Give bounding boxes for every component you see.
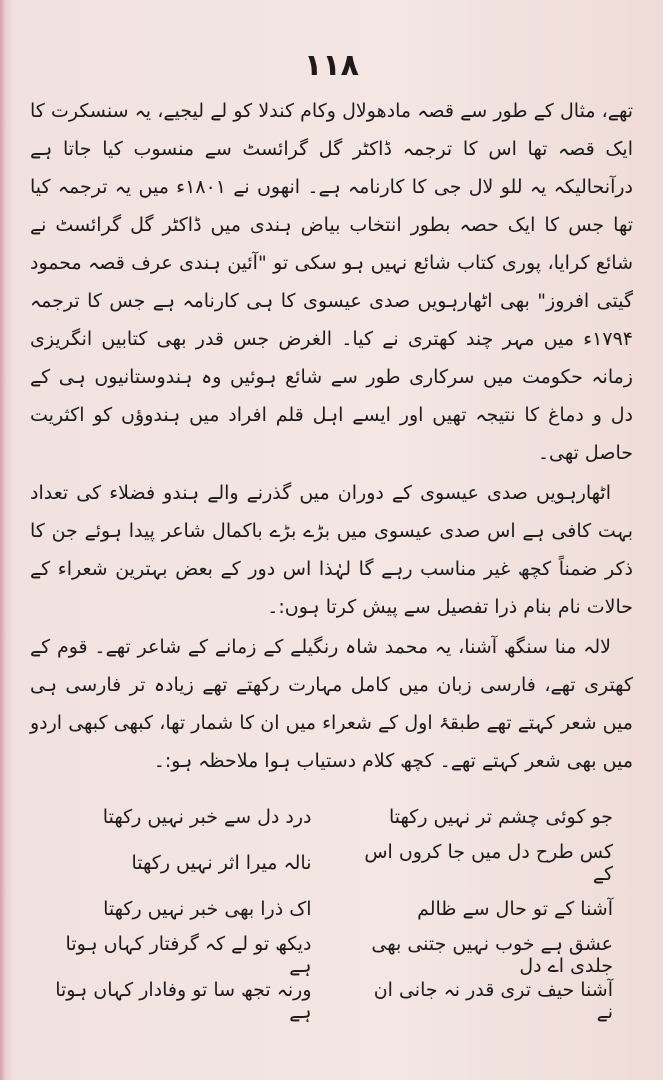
poem <box>30 794 633 1024</box>
couplet-second-line: اک ذرا بھی خبر نہیں رکھتا <box>103 898 312 920</box>
couplet <box>30 886 633 932</box>
couplet <box>30 840 633 886</box>
paragraph-1: تھے، مثال کے طور سے قصہ مادھولال وکام کندلا کو لے لیجیے، یہ سنسکرت کا ایک قصہ تھا اس کا ترجمہ ڈاکٹر گل گرائسٹ سے منسوب کیا جاتا ہے درآنحالیکہ یہ للو لال جی کا کارنامہ ہے۔ انھوں نے ۱۸۰۱ء میں یہ ترجمہ کیا تھا جس کا ایک حصہ بطور انتخاب بیاض ہندی میں ڈاکٹر گل گرائسٹ نے شائع کرایا، پوری کتاب شائع نہیں ہو سکی تو "آئین ہندی عرف قصہ محمود گیتی افروز" بھی اٹھارہویں صدی عیسوی کا ہی کارنامہ ہے جس کا ترجمہ ۱۷۹۴ء میں مہر چند کھتری نے کیا۔ الغرض جس قدر بھی کتابیں انگریزی زمانہ حکومت میں سرکاری طور سے شائع ہوئیں وہ ہندوستانیوں ہی کے دل و دماغ کا نتیجہ تھیں اور ایسے اہل قلم افراد میں ہندوؤں کو اکثریت حاصل تھی۔ <box>30 100 634 464</box>
couplet-second-line: ورنہ تجھ سا تو وفادار کہاں ہوتا ہے <box>55 979 312 1023</box>
couplet-first-line: جو کوئی چشم تر نہیں رکھتا <box>389 806 613 828</box>
page-number: ۱۱۸ <box>304 48 359 83</box>
couplet-first-line: کس طرح دل میں جا کروں اس کے <box>364 841 613 885</box>
couplet-first-line: عشق ہے خوب نہیں جتنی بھی جلدی اے دل <box>371 933 613 977</box>
couplet-first-line: آشنا حیف تری قدر نہ جانی ان نے <box>373 979 613 1023</box>
couplet <box>30 932 633 978</box>
couplet-first-line: آشنا کے تو حال سے ظالم <box>417 898 613 920</box>
couplet-second-line: دیکھ تو لے کہ گرفتار کہاں ہوتا ہے <box>65 933 312 977</box>
couplet-second-line: نالہ میرا اثر نہیں رکھتا <box>131 852 312 874</box>
couplet <box>30 978 633 1024</box>
paragraph-3: لالہ منا سنگھ آشنا، یہ محمد شاہ رنگیلے کے زمانے کے شاعر تھے۔ قوم کے کھتری تھے، فارسی زبان میں کامل مہارت رکھتے تھے زیادہ تر فارسی ہی میں شعر کہتے تھے طبقۂ اول کے شعراء میں ان کا شمار تھا، کبھی کبھی اردو میں بھی شعر کہتے تھے۔ کچھ کلام دستیاب ہوا ملاحظہ ہو:۔ <box>30 636 633 772</box>
couplet <box>30 794 633 840</box>
couplet-second-line: درد دل سے خبر نہیں رکھتا <box>102 806 312 828</box>
paragraph-2: اٹھارہویں صدی عیسوی کے دوران میں گذرنے والے ہندو فضلاء کی تعداد بہت کافی ہے اس صدی عیسوی میں بڑے بڑے باکمال شاعر پیدا ہوئے جن کا ذکر ضمناً کچھ غیر مناسب رہے گا لہٰذا اس دور کے بعض بہترین شعراء کے حالات نام بنام ذرا تفصیل سے پیش کرتا ہوں:۔ <box>30 482 633 618</box>
